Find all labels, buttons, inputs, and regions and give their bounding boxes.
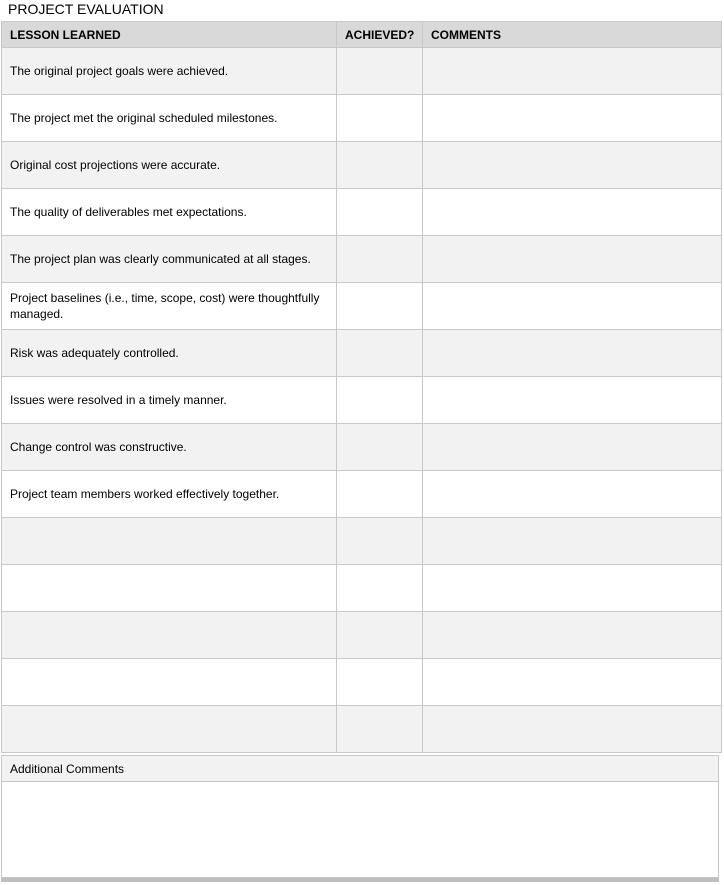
table-row bbox=[2, 236, 722, 283]
lesson-cell[interactable]: Project baselines (i.e., time, scope, cost) were thoughtfully managed. bbox=[2, 283, 337, 330]
lesson-cell[interactable]: The project plan was clearly communicated at all stages. bbox=[2, 236, 337, 283]
comments-cell[interactable] bbox=[423, 330, 722, 377]
column-header-achieved: ACHIEVED? bbox=[337, 22, 423, 48]
lesson-cell[interactable]: Project team members worked effectively together. bbox=[2, 471, 337, 518]
lesson-cell[interactable] bbox=[2, 659, 337, 706]
lesson-cell[interactable]: Risk was adequately controlled. bbox=[2, 330, 337, 377]
comments-cell[interactable] bbox=[423, 706, 722, 753]
column-header-comments: COMMENTS bbox=[423, 22, 722, 48]
comments-cell[interactable] bbox=[423, 377, 722, 424]
comments-cell[interactable] bbox=[423, 189, 722, 236]
lesson-cell[interactable]: The quality of deliverables met expectations. bbox=[2, 189, 337, 236]
comments-cell[interactable] bbox=[423, 236, 722, 283]
table-row bbox=[2, 189, 722, 236]
table-row bbox=[2, 706, 722, 753]
achieved-cell[interactable] bbox=[337, 471, 423, 518]
comments-cell[interactable] bbox=[423, 518, 722, 565]
comments-cell[interactable] bbox=[423, 565, 722, 612]
comments-cell[interactable] bbox=[423, 471, 722, 518]
achieved-cell[interactable] bbox=[337, 330, 423, 377]
page-title: PROJECT EVALUATION bbox=[8, 1, 164, 17]
table-row bbox=[2, 330, 722, 377]
achieved-cell[interactable] bbox=[337, 142, 423, 189]
additional-comments-field[interactable] bbox=[1, 782, 719, 878]
table-row bbox=[2, 518, 722, 565]
additional-comments-label: Additional Comments bbox=[1, 755, 719, 782]
achieved-cell[interactable] bbox=[337, 236, 423, 283]
achieved-cell[interactable] bbox=[337, 377, 423, 424]
lesson-cell[interactable]: Issues were resolved in a timely manner. bbox=[2, 377, 337, 424]
achieved-cell[interactable] bbox=[337, 95, 423, 142]
table-row bbox=[2, 142, 722, 189]
table-row bbox=[2, 471, 722, 518]
comments-cell[interactable] bbox=[423, 424, 722, 471]
table-row bbox=[2, 95, 722, 142]
achieved-cell[interactable] bbox=[337, 189, 423, 236]
comments-cell[interactable] bbox=[423, 48, 722, 95]
lesson-cell[interactable]: The original project goals were achieved. bbox=[2, 48, 337, 95]
lesson-cell[interactable]: Original cost projections were accurate. bbox=[2, 142, 337, 189]
evaluation-table bbox=[1, 21, 722, 753]
achieved-cell[interactable] bbox=[337, 48, 423, 95]
achieved-cell[interactable] bbox=[337, 518, 423, 565]
comments-cell[interactable] bbox=[423, 142, 722, 189]
table-row bbox=[2, 283, 722, 330]
achieved-cell[interactable] bbox=[337, 565, 423, 612]
achieved-cell[interactable] bbox=[337, 659, 423, 706]
comments-cell[interactable] bbox=[423, 612, 722, 659]
achieved-cell[interactable] bbox=[337, 424, 423, 471]
table-row bbox=[2, 424, 722, 471]
column-header-lesson-learned: LESSON LEARNED bbox=[2, 22, 337, 48]
comments-cell[interactable] bbox=[423, 659, 722, 706]
lesson-cell[interactable] bbox=[2, 612, 337, 659]
table-row bbox=[2, 659, 722, 706]
lesson-cell[interactable] bbox=[2, 518, 337, 565]
comments-cell[interactable] bbox=[423, 95, 722, 142]
table-header-row bbox=[2, 22, 722, 48]
lesson-cell[interactable] bbox=[2, 706, 337, 753]
achieved-cell[interactable] bbox=[337, 706, 423, 753]
table-row bbox=[2, 48, 722, 95]
table-row bbox=[2, 612, 722, 659]
comments-cell[interactable] bbox=[423, 283, 722, 330]
table-row bbox=[2, 377, 722, 424]
achieved-cell[interactable] bbox=[337, 612, 423, 659]
table-row bbox=[2, 565, 722, 612]
lesson-cell[interactable]: Change control was constructive. bbox=[2, 424, 337, 471]
lesson-cell[interactable]: The project met the original scheduled milestones. bbox=[2, 95, 337, 142]
lesson-cell[interactable] bbox=[2, 565, 337, 612]
bottom-divider bbox=[1, 878, 719, 882]
achieved-cell[interactable] bbox=[337, 283, 423, 330]
